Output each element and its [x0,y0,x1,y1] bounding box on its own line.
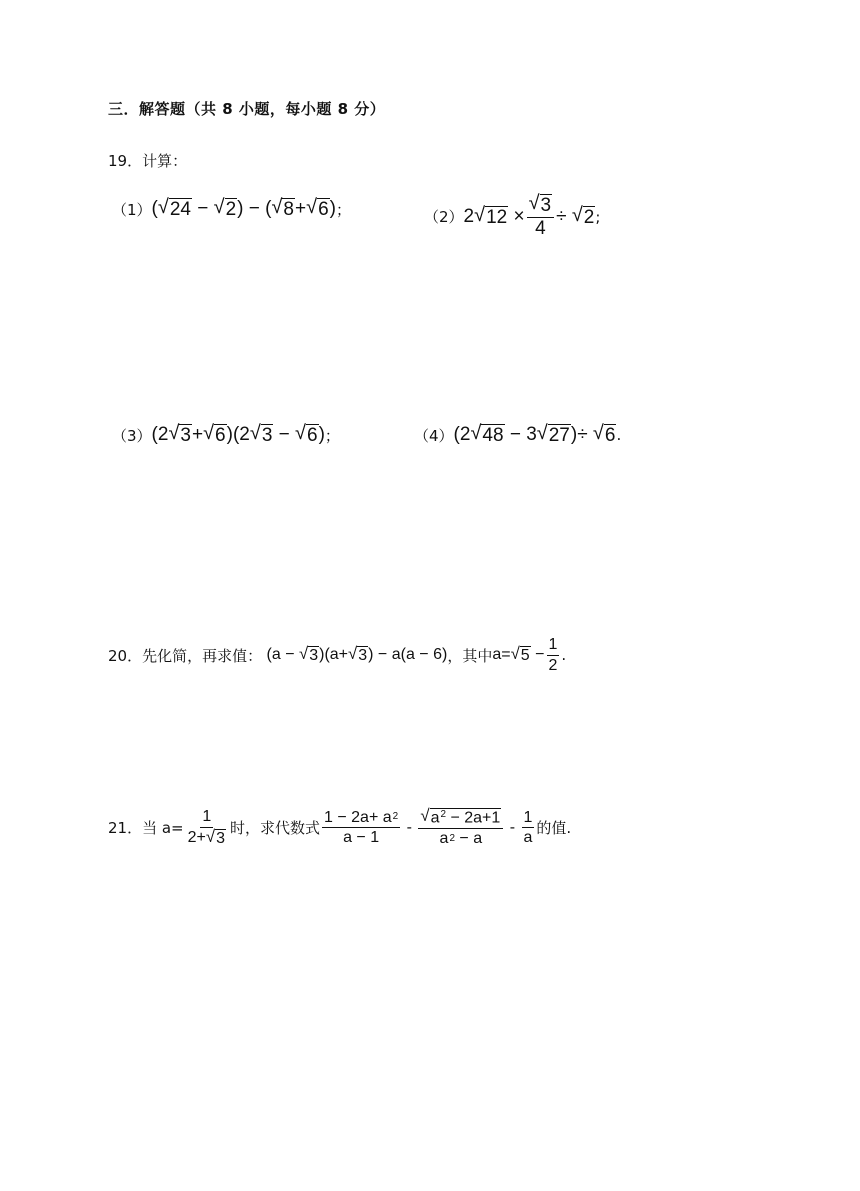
math-expression-q21-a: 1 2+ √ 3 [187,808,225,847]
q19-part-3 [112,424,340,446]
question-21 [108,808,571,848]
q20-prefix: 20．先化简，再求值： [108,646,263,665]
math-expression-q20-value: a= √ 5 − $\frac{1}{2}$ [492,636,558,674]
q19-part-1 [112,198,351,220]
q20-end: . [561,646,567,665]
part-label: （1） [112,200,152,219]
q19-part-2 [424,194,600,240]
q21-mid: 时，求代数式 [230,819,321,838]
punctuation: ； [335,200,351,219]
part-label: （3） [112,426,152,445]
math-expression-q21-expr: 1 − 2a+ a 2 a − 1 - √ $a^2 - 2a+1$ a 2 − a - $\frac{1}{a}$ [324,806,533,848]
math-expression-4: (2 √ 48 − 3 √ 27 )÷ √ 6 [453,422,616,447]
math-expression-2: 2 √ 12 × √ 3 4 ÷ √ 2 [463,192,595,239]
punctuation: . [616,426,622,444]
q21-prefix: 21．当 a= [108,819,184,838]
q21-end: 的值. [536,819,572,838]
question-20 [108,636,566,674]
math-expression-q20: (a − √ 3 )(a+ √ 3 ) − a(a − 6) [262,643,448,664]
part-label: （2） [424,208,464,227]
question-19-title: 19．计算： [108,152,188,170]
math-expression-3: (2 √ 3 + √ 6 )(2 √ 3 − √ 6 ) [151,422,325,447]
punctuation: ； [324,426,340,445]
section-title: 三．解答题（共 8 小题，每小题 8 分） [108,100,386,118]
q20-mid: ，其中 [447,646,493,665]
math-expression-1: ( √ 24 − √ 2 ) − ( √ 8 + √ 6 ) [151,196,336,221]
q19-part-4 [414,424,621,446]
punctuation: ; [595,207,601,226]
part-label: （4） [414,426,454,445]
